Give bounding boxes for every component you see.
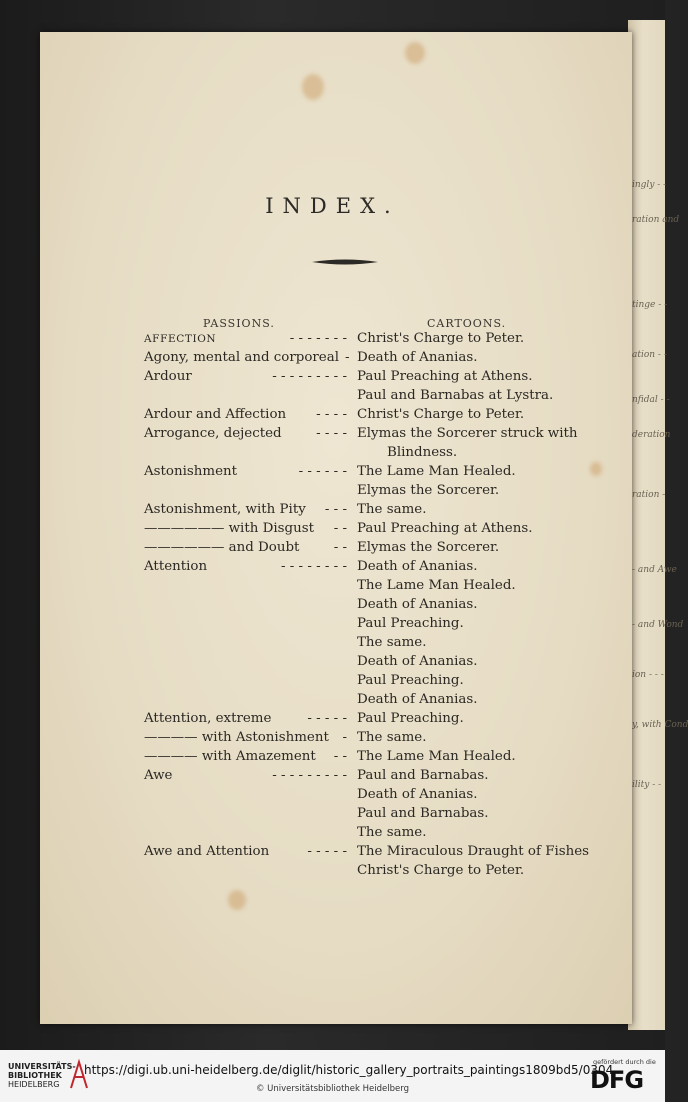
passion-label: Agony, mental and corporeal (144, 350, 339, 365)
copyright-notice: © Universitätsbibliothek Heidelberg (255, 1084, 409, 1094)
leader-dashes: - - - - - - - - - (272, 369, 347, 384)
cartoon-title: The Lame Man Healed. (357, 464, 516, 479)
passions-header: PASSIONS. (203, 317, 275, 330)
cartoon-title: The Miraculous Draught of Fishes (357, 844, 590, 859)
cartoon-title: Death of Ananias. (357, 654, 478, 669)
cartoon-title: Christ's Charge to Peter. (357, 407, 525, 422)
cartoon-title: Paul Preaching. (357, 616, 464, 631)
cartoons-header: CARTOONS. (427, 317, 507, 330)
passion-label: Astonishment, with Pity (144, 502, 306, 517)
passion-label: ———— with Amazement (144, 749, 316, 764)
index-entry (0, 388, 665, 407)
cartoon-title: The same. (357, 730, 427, 745)
index-entry (0, 616, 665, 635)
leader-dashes: - - - - - - - (289, 331, 347, 346)
passion-label: Attention, extreme (144, 711, 272, 726)
logo-line-2: BIBLIOTHEK (8, 1071, 62, 1080)
index-entry (0, 863, 665, 882)
index-entry (0, 502, 665, 521)
leader-dashes: - - - - - - - - (281, 559, 347, 574)
leader-dashes: - - (333, 521, 347, 536)
cartoon-title: Paul and Barnabas at Lystra. (357, 388, 554, 403)
cartoon-title: Christ's Charge to Peter. (357, 863, 525, 878)
passion-label (144, 331, 216, 346)
leader-dashes: - - (333, 540, 347, 555)
passion-label: Ardour and Affection (144, 407, 287, 422)
leader-dashes: - (342, 730, 347, 745)
logo-line-1: UNIVERSITÄTS- (8, 1062, 76, 1071)
cartoon-title: Elymas the Sorcerer. (357, 540, 500, 555)
funded-by-label: gefördert durch die (593, 1058, 656, 1066)
leader-dashes: - (345, 350, 350, 365)
index-entry (0, 787, 665, 806)
leader-dashes: - - (333, 749, 347, 764)
leader-dashes: - - - - (316, 407, 347, 422)
leader-dashes: - - - - - (307, 711, 347, 726)
index-entry (0, 749, 665, 768)
cartoon-title: Death of Ananias. (357, 559, 478, 574)
index-entry (0, 483, 665, 502)
permalink-url[interactable]: https://digi.ub.uni-heidelberg.de/diglit/historic_gallery_portraits_paintings1809bd5/0304 (84, 1063, 614, 1077)
cartoon-title: Death of Ananias. (357, 597, 478, 612)
passion-label: Awe and Attention (144, 844, 270, 859)
passion-label: Attention (144, 559, 208, 574)
index-entry (0, 768, 665, 787)
cartoon-title: Death of Ananias. (357, 350, 478, 365)
cartoon-title: Paul Preaching at Athens. (357, 521, 533, 536)
cartoon-title: The same. (357, 635, 427, 650)
index-entry (0, 426, 665, 464)
cartoon-title: The Lame Man Healed. (357, 578, 516, 593)
leader-dashes: - - - (324, 502, 347, 517)
index-entry (0, 540, 665, 559)
viewer-footer (0, 1050, 665, 1102)
index-entry (0, 825, 665, 844)
logo-line-3: HEIDELBERG (8, 1080, 60, 1089)
cartoon-title: Death of Ananias. (357, 692, 478, 707)
index-entry (0, 673, 665, 692)
index-entry (0, 559, 665, 578)
index-entry (0, 730, 665, 749)
cartoon-title: Christ's Charge to Peter. (357, 331, 525, 346)
cartoon-title: The same. (357, 825, 427, 840)
passion-smallcaps: AFFECTION (144, 333, 217, 345)
adjacent-page-edge: ingly - - ration and tinge - - ation - - nfidal - - deration ration - - and Awe - and Wond ion - - - y, with Cond ility - - (628, 20, 665, 1030)
index-entry (0, 692, 665, 711)
leader-dashes: - - - - (316, 426, 347, 441)
passion-label: ———— with Astonishment (144, 730, 329, 745)
index-entries (0, 331, 665, 882)
index-entry (0, 407, 665, 426)
index-entry (0, 369, 665, 388)
passion-label: —————— and Doubt (144, 540, 300, 555)
index-entry (0, 350, 665, 369)
cartoon-title: Paul Preaching at Athens. (357, 369, 533, 384)
cartoon-title-continued: Blindness. (387, 445, 458, 460)
index-entry (0, 711, 665, 730)
passion-label: Arrogance, dejected (144, 426, 282, 441)
index-entry (0, 806, 665, 825)
index-entry (0, 578, 665, 597)
index-entry (0, 635, 665, 654)
index-entry (0, 521, 665, 540)
dfg-logo[interactable]: DFG (590, 1066, 644, 1094)
leader-dashes: - - - - - - (298, 464, 347, 479)
cartoon-title: The Lame Man Healed. (357, 749, 516, 764)
passion-label: Ardour (144, 369, 192, 384)
page-title: INDEX. (265, 194, 400, 218)
cartoon-title: Paul Preaching. (357, 673, 464, 688)
cartoon-title: Paul and Barnabas. (357, 768, 489, 783)
cartoon-title: Elymas the Sorcerer. (357, 483, 500, 498)
leader-dashes: - - - - - (307, 844, 347, 859)
cartoon-title: The same. (357, 502, 427, 517)
index-entry (0, 844, 665, 863)
passion-label: Astonishment (144, 464, 238, 479)
index-entry (0, 331, 665, 350)
index-entry (0, 464, 665, 483)
leader-dashes: - - - - - - - - - (272, 768, 347, 783)
cartoon-title: Paul Preaching. (357, 711, 464, 726)
index-entry (0, 597, 665, 616)
passion-label: —————— with Disgust (144, 521, 314, 536)
index-entry (0, 654, 665, 673)
passion-label: Awe (144, 768, 173, 783)
ornament-rule-icon (312, 257, 378, 267)
cartoon-title: Paul and Barnabas. (357, 806, 489, 821)
cartoon-title: Elymas the Sorcerer struck with (357, 426, 578, 441)
cartoon-title: Death of Ananias. (357, 787, 478, 802)
